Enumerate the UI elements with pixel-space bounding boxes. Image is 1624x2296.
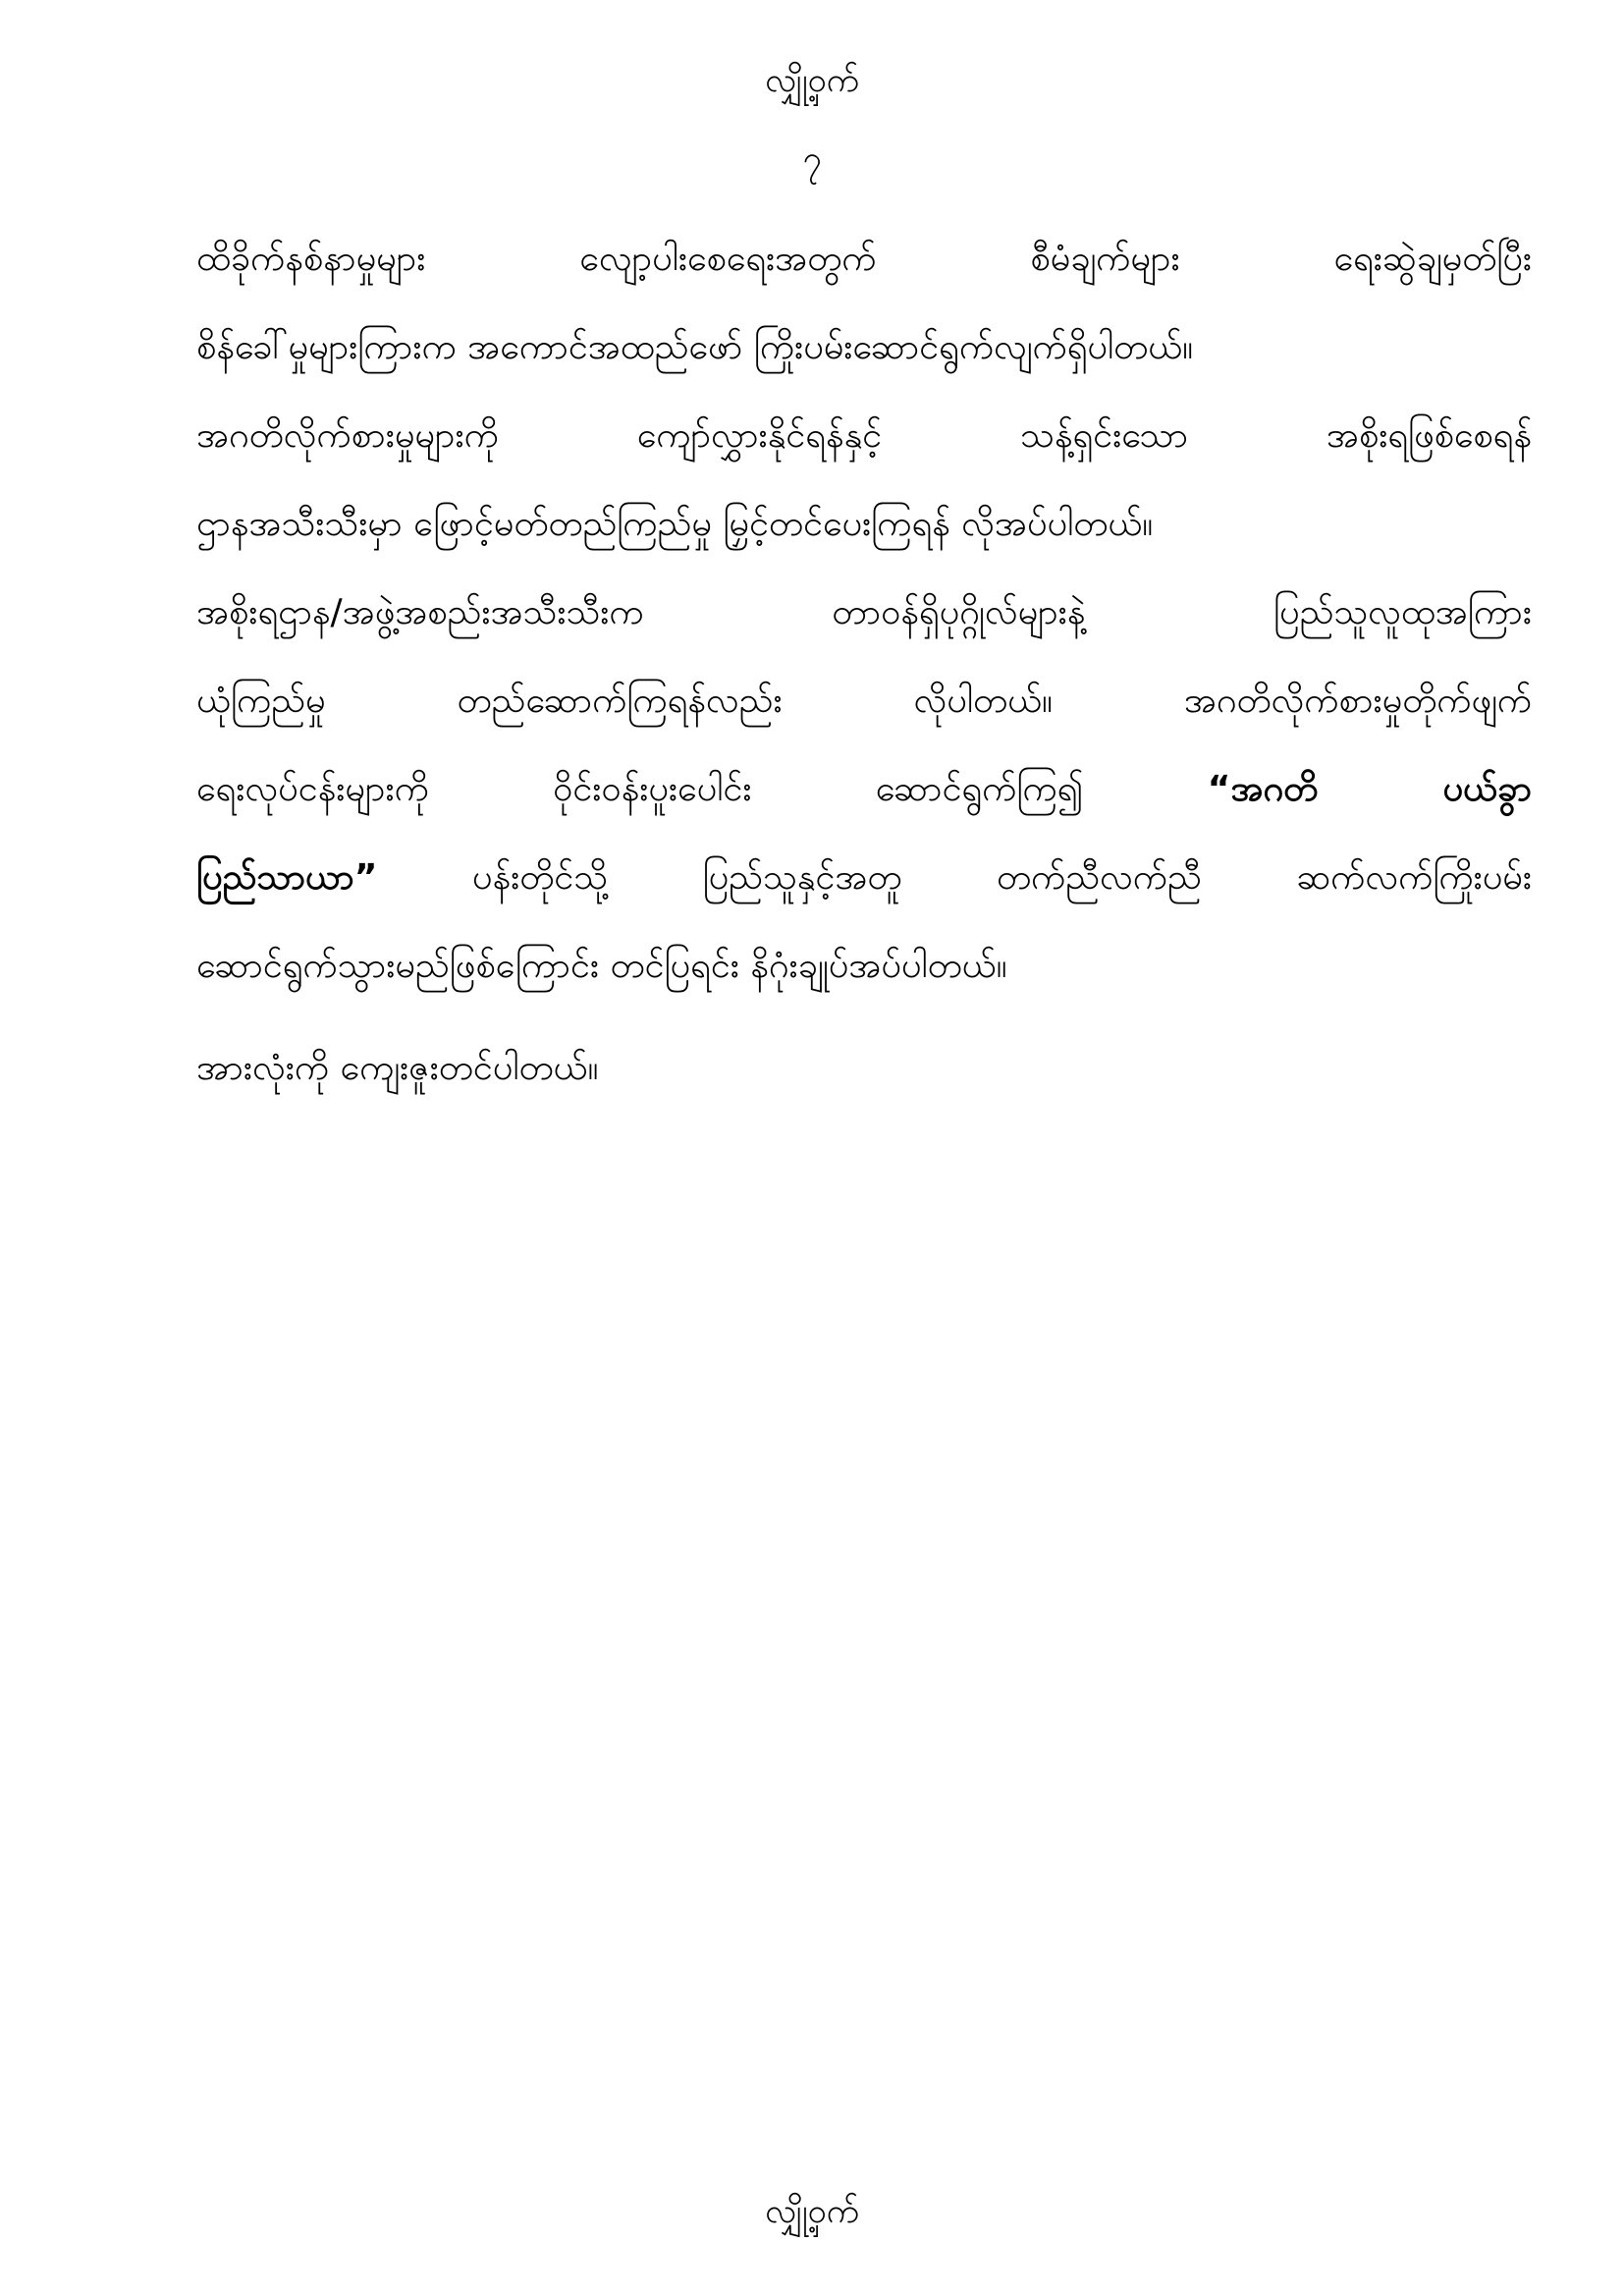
paragraph-line: ဌာနအသီးသီးမှာ ဖြောင့်မတ်တည်ကြည်မှု မြှင့်တင်ပေးကြရန် လိုအပ်ပါတယ်။ — [196, 504, 1154, 544]
slogan-text: ပြည်သာယာ” — [196, 857, 378, 898]
slogan-text: “အဂတိ ပယ်ခွာ — [1207, 769, 1532, 809]
page-number: ၇ — [802, 139, 822, 179]
body-text — [196, 224, 1532, 1121]
paragraph-line — [196, 754, 1532, 843]
paragraph-line: ထိခိုက်နစ်နာမှုများ လျော့ပါးစေရေးအတွက် စီမံချက်များ ရေးဆွဲချမှတ်ပြီး — [196, 239, 1532, 279]
closing-line: အားလုံးကို ကျေးဇူးတင်ပါတယ်။ — [196, 1048, 599, 1088]
line-text: ရေးလုပ်ငန်းများကို ဝိုင်းဝန်းပူးပေါင်း ဆောင်ရွက်ကြ၍ — [196, 769, 1208, 809]
paragraph-line: စိန်ခေါ်မှုများကြားက အကောင်အထည်ဖော် ကြိုးပမ်းဆောင်ရွက်လျက်ရှိပါတယ်။ — [196, 327, 1194, 367]
classification-header: လျှို့ဝှက် — [765, 61, 859, 100]
paragraph-line: ဆောင်ရွက်သွားမည်ဖြစ်ကြောင်း တင်ပြရင်း နိဂုံးချုပ်အပ်ပါတယ်။ — [196, 946, 1007, 986]
line-text: ပန်းတိုင်သို့ ပြည်သူနှင့်အတူ တက်ညီလက်ညီ ဆက်လက်ကြိုးပမ်း — [377, 857, 1532, 898]
classification-footer: လျှို့ဝှက် — [765, 2192, 859, 2231]
paragraph-line — [196, 843, 1532, 931]
paragraph-line: အစိုးရဌာန/အဖွဲ့အစည်းအသီးသီးက တာဝန်ရှိပုဂ္ဂိုလ်များနဲ့ ပြည်သူလူထုအကြား — [196, 592, 1532, 632]
paragraph-line: ယုံကြည်မှု တည်ဆောက်ကြရန်လည်း လိုပါတယ်။ အဂတိလိုက်စားမှုတိုက်ဖျက် — [196, 681, 1532, 721]
paragraph-line: အဂတိလိုက်စားမှုများကို ကျော်လွှားနိုင်ရန်နှင့် သန့်ရှင်းသော အစိုးရဖြစ်စေရန် — [196, 415, 1532, 456]
